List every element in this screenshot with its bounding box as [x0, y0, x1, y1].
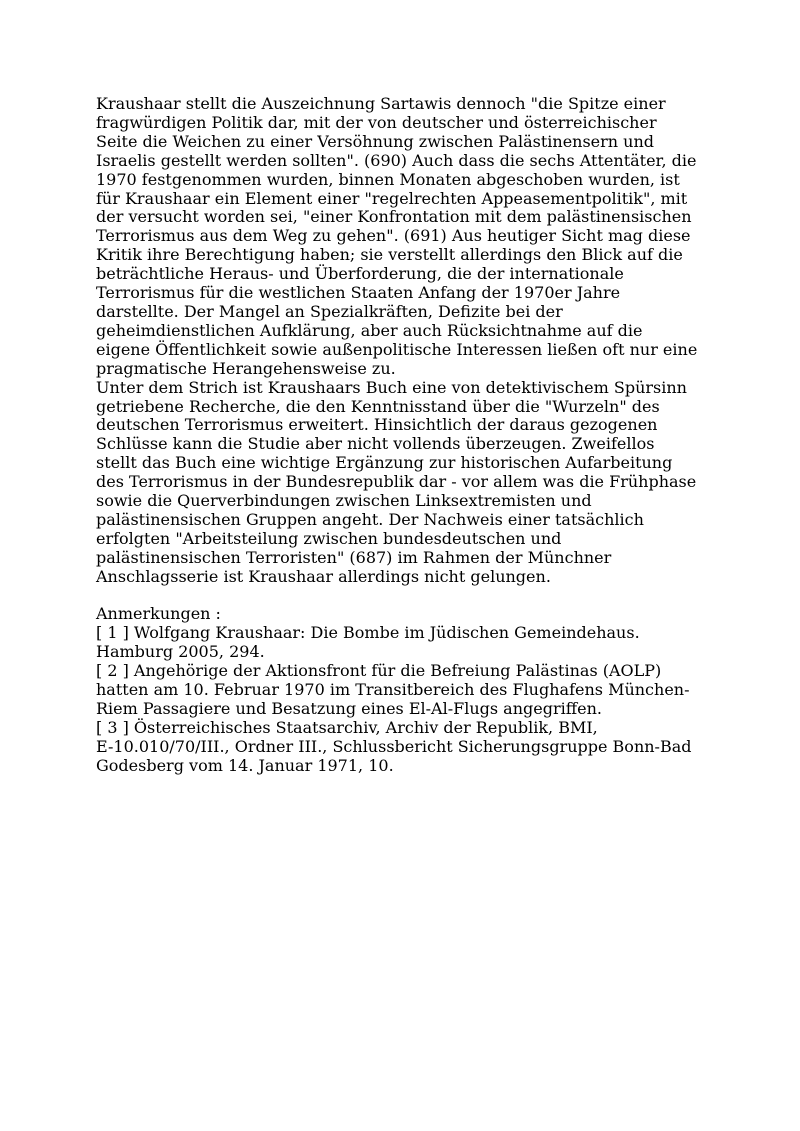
text-line: fragwürdigen Politik dar, mit der von deutscher und österreichischer	[96, 112, 657, 132]
text-line: für Kraushaar ein Element einer "regelrechten Appeasementpolitik", mit	[96, 188, 688, 208]
paragraph-spacer	[96, 587, 716, 606]
footnote-line: E-10.010/70/III., Ordner III., Schlussbericht Sicherungsgruppe Bonn-Bad	[96, 736, 692, 756]
text-line: Kritik ihre Berechtigung haben; sie verstellt allerdings den Blick auf die	[96, 245, 683, 265]
footnote-line: Godesberg vom 14. Januar 1971, 10.	[96, 755, 394, 775]
text-line: stellt das Buch eine wichtige Ergänzung zur historischen Aufarbeitung	[96, 453, 673, 473]
text-line: deutschen Terrorismus erweitert. Hinsichtlich der daraus gezogenen	[96, 415, 658, 435]
text-line: 1970 festgenommen wurden, binnen Monaten abgeschoben wurden, ist	[96, 169, 680, 189]
document-page	[96, 95, 716, 776]
text-line: der versucht worden sei, "einer Konfrontation mit dem palästinensischen	[96, 207, 692, 227]
notes-section	[96, 605, 716, 775]
footnote-line: [ 3 ] Österreichisches Staatsarchiv, Archiv der Republik, BMI,	[96, 717, 598, 737]
footnote-line: [ 2 ] Angehörige der Aktionsfront für die Befreiung Palästinas (AOLP)	[96, 661, 662, 681]
text-line: pragmatische Herangehensweise zu.	[96, 358, 396, 378]
footnote-line: hatten am 10. Februar 1970 im Transitbereich des Flughafens München-	[96, 680, 690, 700]
text-line: palästinensischen Terroristen" (687) im Rahmen der Münchner	[96, 547, 612, 567]
body-paragraph-2	[96, 379, 716, 587]
footnote-3	[96, 719, 716, 776]
text-line: darstellte. Der Mangel an Spezialkräften, Defizite bei der	[96, 301, 563, 321]
footnote-1	[96, 624, 716, 662]
text-line: Unter dem Strich ist Kraushaars Buch eine von detektivischem Spürsinn	[96, 377, 687, 397]
text-line: Schlüsse kann die Studie aber nicht vollends überzeugen. Zweifellos	[96, 434, 655, 454]
notes-heading: Anmerkungen :	[96, 604, 221, 624]
text-line: des Terrorismus in der Bundesrepublik dar - vor allem was die Frühphase	[96, 472, 697, 492]
body-paragraph-1	[96, 95, 716, 379]
footnote-line: [ 1 ] Wolfgang Kraushaar: Die Bombe im Jüdischen Gemeindehaus.	[96, 623, 640, 643]
text-line: getriebene Recherche, die den Kenntnisstand über die "Wurzeln" des	[96, 396, 660, 416]
text-line: Kraushaar stellt die Auszeichnung Sartawis dennoch "die Spitze einer	[96, 94, 666, 113]
text-line: Seite die Weichen zu einer Versöhnung zwischen Palästinensern und	[96, 131, 655, 151]
text-line: erfolgten "Arbeitsteilung zwischen bundesdeutschen und	[96, 528, 562, 548]
footnote-line: Hamburg 2005, 294.	[96, 642, 265, 662]
footnote-2	[96, 662, 716, 719]
text-line: Terrorismus für die westlichen Staaten Anfang der 1970er Jahre	[96, 283, 621, 303]
text-line: beträchtliche Heraus- und Überforderung, die der internationale	[96, 264, 624, 284]
text-line: sowie die Querverbindungen zwischen Linksextremisten und	[96, 491, 592, 511]
text-line: Terrorismus aus dem Weg zu gehen". (691) Aus heutiger Sicht mag diese	[96, 226, 691, 246]
text-line: geheimdienstlichen Aufklärung, aber auch Rücksichtnahme auf die	[96, 320, 643, 340]
text-line: eigene Öffentlichkeit sowie außenpolitische Interessen ließen oft nur eine	[96, 339, 698, 359]
text-line: Israelis gestellt werden sollten". (690) Auch dass die sechs Attentäter, die	[96, 150, 697, 170]
footnote-line: Riem Passagiere und Besatzung eines El-Al-Flugs angegriffen.	[96, 698, 602, 718]
text-line: Anschlagsserie ist Kraushaar allerdings nicht gelungen.	[96, 566, 551, 586]
text-line: palästinensischen Gruppen angeht. Der Nachweis einer tatsächlich	[96, 509, 644, 529]
